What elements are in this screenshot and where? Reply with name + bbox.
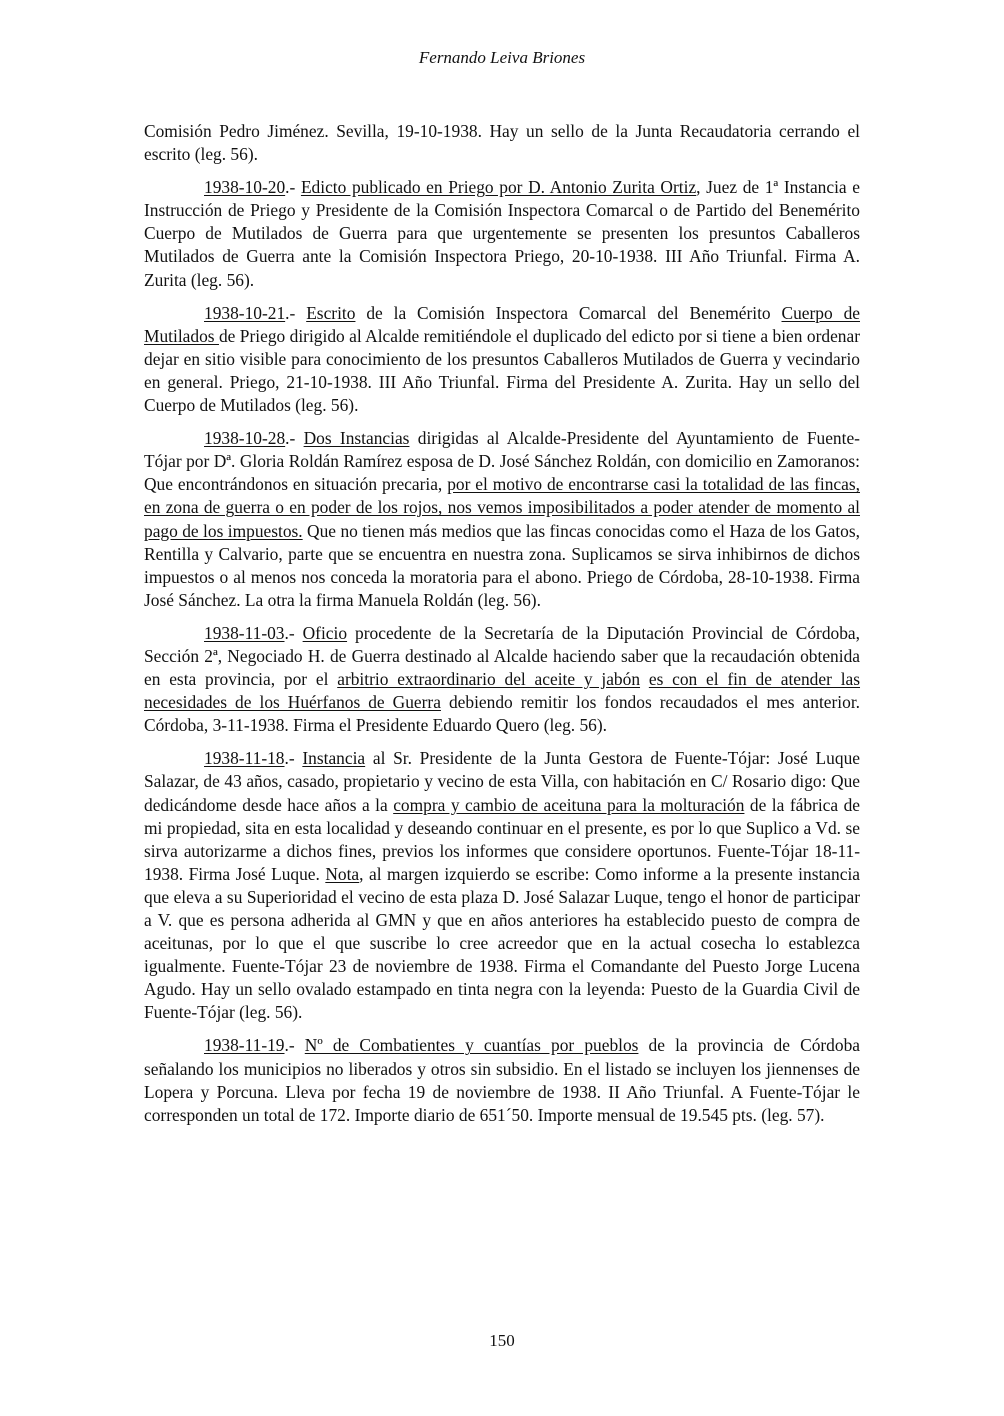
underlined-text: Dos Instancias (303, 428, 410, 449)
underlined-text: 1938-10-21 (204, 302, 286, 323)
underlined-text: Escrito (306, 302, 356, 323)
text-segment: , al margen izquierdo se escribe: Como informe a la presente instancia que eleva a su Superioridad el vecino de esta plaza D. José Salazar Luque, tengo el honor de participar a V. que es persona adherida al GMN y que en años anteriores ha establecido puesto de compra de aceitunas, por lo que el que suscribe lo cree acreedor que en la actual cosecha lo establezca igualmente. Fuente-Tójar 23 de noviembre de 1938. Firma el Comandante del Puesto Jorge Lucena Agudo. Hay un sello ovalado estampado en tinta negra con la leyenda: Puesto de la Guardia Civil de Fuente-Tójar (leg. 56). (144, 863, 860, 1023)
text-segment: , Juez de 1ª Instancia e Instrucción de Priego y Presidente de la Comisión Inspectora Comarcal o de Partido del Benemérito Cuerpo de Mutilados de Guerra para que urgentemente se presenten los presuntos Caballeros Mutilados de Guerra ante la Comisión Inspectora Priego, 20-10-1938. III Año Triunfal. Firma A. Zurita (leg. 56). (144, 177, 860, 290)
paragraph (144, 427, 860, 612)
underlined-text: Nota (325, 863, 360, 884)
underlined-text: es con el fin de atender las necesidades de los Huérfanos de Guerra (144, 669, 861, 713)
text-segment: .- (284, 1035, 305, 1056)
text-segment: .- (285, 428, 304, 449)
paragraph (144, 302, 860, 417)
text-segment: de Priego dirigido al Alcalde remitiéndole el duplicado del edicto por si tiene a bien ordenar dejar en sitio visible para conocimiento de los presuntos Caballeros Mutilados de Guerra y vecindario en general. Priego, 21-10-1938. III Año Triunfal. Firma del Presidente A. Zurita. Hay un sello del Cuerpo de Mutilados (leg. 56). (144, 325, 860, 416)
paragraph (144, 1034, 860, 1126)
text-segment: .- (284, 748, 303, 769)
paragraph (144, 120, 860, 166)
text-segment: dirigidas al Alcalde-Presidente del Ayuntamiento de Fuente-Tójar por Dª. Gloria Roldán Ramírez esposa de D. José Sánchez Roldán, con domicilio en Zamoranos: Que encontrándonos en situación precaria, (144, 428, 860, 495)
text-segment: al Sr. Presidente de la Junta Gestora de Fuente-Tójar: José Luque Salazar, de 43 años, casado, propietario y vecino de esta Villa, con habitación en C/ Rosario digo: Que dedicándome desde hace años a la (144, 748, 860, 815)
underlined-text: compra y cambio de aceituna para la molturación (393, 794, 745, 815)
paragraph (144, 176, 860, 291)
underlined-text: Nº de Combatientes y cuantías por pueblos (304, 1035, 639, 1056)
text-segment (640, 669, 649, 689)
underlined-text: 1938-11-03 (204, 622, 285, 643)
text-segment: de la provincia de Córdoba señalando los municipios no liberados y otros sin subsidio. En el listado se incluyen los jiennenses de Lopera y Porcuna. Lleva por fecha 19 de noviembre de 1938. II Año Triunfal. A Fuente-Tójar le corresponden un total de 172. Importe diario de 651´50. Importe mensual de 19.545 pts. (leg. 57). (144, 1035, 860, 1125)
underlined-text: 1938-10-28 (204, 428, 286, 449)
underlined-text: Cuerpo de Mutilados (144, 302, 860, 346)
text-segment: debiendo remitir los fondos recaudados el mes anterior. Córdoba, 3-11-1938. Firma el Presidente Eduardo Quero (leg. 56). (144, 692, 860, 736)
paragraph (144, 747, 860, 1024)
underlined-text: 1938-11-18 (204, 748, 285, 769)
text-segment: Que no tienen más medios que las fincas conocidas como el Haza de los Gatos, Rentilla y Calvario, parte que se encuentra en nuestra zona. Suplicamos se sirva inhibirnos de dichos impuestos o al menos nos conceda la moratoria para el abono. Priego de Córdoba, 28-10-1938. Firma José Sánchez. La otra la firma Manuela Roldán (leg. 56). (144, 520, 860, 610)
paragraph (144, 622, 860, 737)
page-number: 150 (489, 1331, 515, 1350)
text-segment: .- (285, 177, 301, 198)
underlined-text: 1938-11-19 (204, 1035, 285, 1056)
text-segment: Comisión Pedro Jiménez. Sevilla, 19-10-1938. Hay un sello de la Junta Recaudatoria cerrando el escrito (leg. 56). (144, 121, 860, 165)
underlined-text: Instancia (302, 748, 366, 769)
text-segment: .- (285, 302, 307, 323)
underlined-text: arbitrio extraordinario del aceite y jabón (337, 669, 641, 690)
text-segment: procedente de la Secretaría de la Diputación Provincial de Córdoba, Sección 2ª, Negociado H. de Guerra destinado al Alcalde haciendo saber que la recaudación obtenida en esta provincia, por el (144, 622, 860, 690)
underlined-text: Oficio (302, 622, 348, 643)
underlined-text: por el motivo de encontrarse casi la totalidad de las fincas, en zona de guerra o en poder de los rojos, nos vemos imposibilitados a poder atender de momento al pago de los impuestos. (144, 474, 860, 541)
text-segment: de la Comisión Inspectora Comarcal del Benemérito (355, 302, 782, 323)
underlined-text: 1938-10-20 (204, 177, 286, 198)
text-segment: .- (284, 622, 303, 643)
running-header: Fernando Leiva Briones (418, 48, 586, 67)
document-body (144, 120, 860, 1137)
text-segment: de la fábrica de mi propiedad, sita en esta localidad y deseando continuar en el presente, es por lo que Suplico a Vd. se sirva autorizarme a dichos fines, previos los informes que considere oportunos. Fuente-Tójar 18-11-1938. Firma José Luque. (144, 794, 861, 884)
underlined-text: Edicto publicado en Priego por D. Antonio Zurita Ortiz (300, 177, 697, 198)
